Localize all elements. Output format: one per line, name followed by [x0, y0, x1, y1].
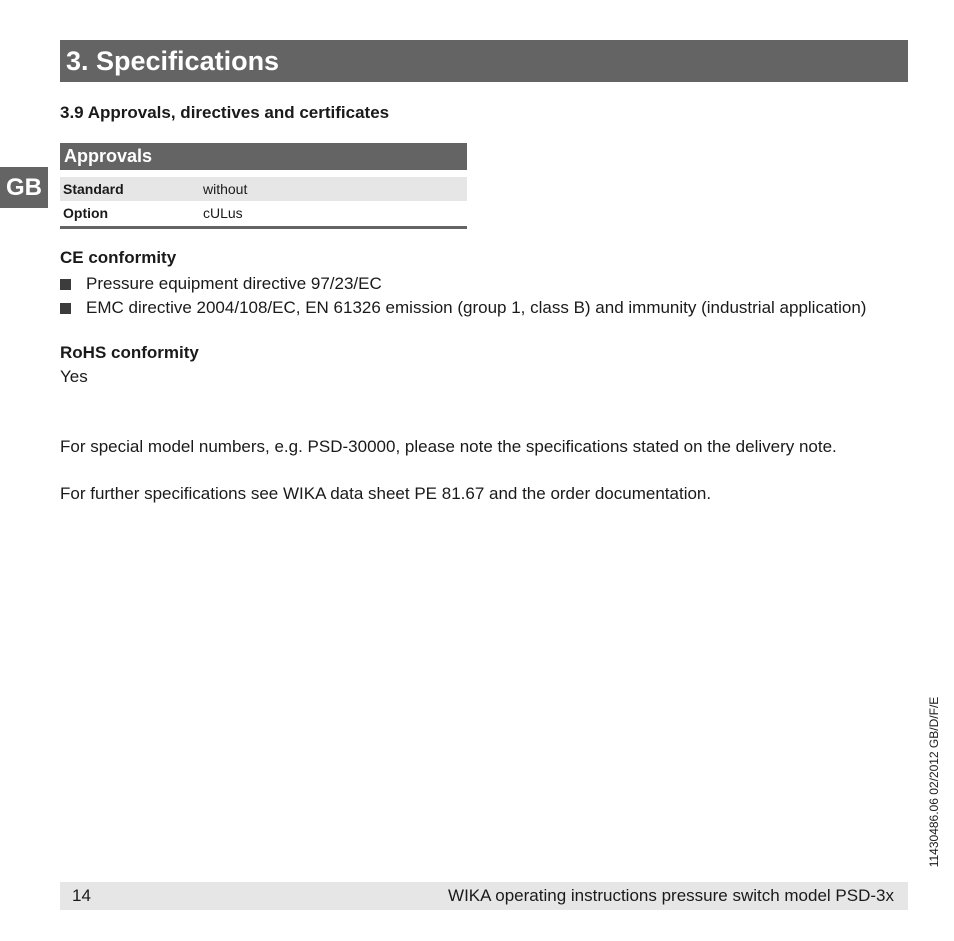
rohs-heading: RoHS conformity [60, 343, 199, 362]
document-code: 11430486.06 02/2012 GB/D/F/E [927, 696, 941, 868]
ce-list [60, 272, 866, 320]
list-item-text: Pressure equipment directive 97/23/EC [86, 274, 382, 293]
footer-doc-title: WIKA operating instructions pressure switch model PSD-3x [448, 886, 894, 905]
page-footer [60, 882, 908, 910]
section-title: 3.9 Approvals, directives and certificates [60, 103, 390, 122]
page-number: 14 [72, 886, 91, 905]
rohs-value: Yes [60, 367, 88, 386]
approvals-header: Approvals [60, 143, 467, 170]
row-value: without [203, 181, 248, 197]
approvals-table [60, 143, 467, 229]
language-tab: GB [0, 167, 48, 208]
chapter-title: 3. Specifications [60, 40, 908, 82]
row-key: Option [63, 205, 109, 221]
list-item [60, 296, 866, 320]
further-specs-note: For further specifications see WIKA data sheet PE 81.67 and the order documentation. [60, 484, 712, 503]
table-bottom-rule [60, 226, 467, 229]
row-value: cULus [203, 205, 243, 221]
row-key: Standard [63, 181, 124, 197]
table-row [60, 177, 467, 201]
list-item-text: EMC directive 2004/108/EC, EN 61326 emission (group 1, class B) and immunity (industrial application) [86, 298, 867, 317]
ce-heading: CE conformity [60, 248, 177, 267]
square-bullet-icon [60, 279, 71, 290]
list-item [60, 272, 866, 296]
special-models-note: For special model numbers, e.g. PSD-30000, please note the specifications stated on the delivery note. [60, 437, 837, 456]
square-bullet-icon [60, 303, 71, 314]
table-row [60, 201, 467, 225]
